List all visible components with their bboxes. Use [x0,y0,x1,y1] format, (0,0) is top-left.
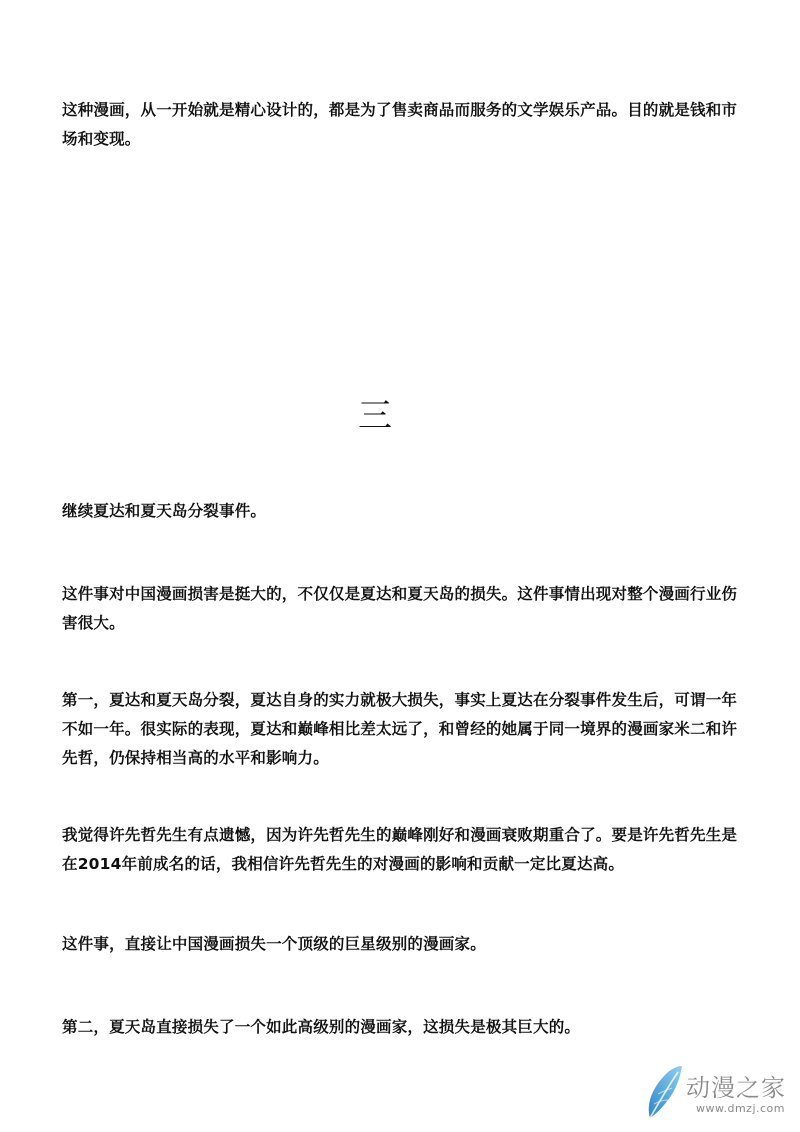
paragraph-second-point: 第二，夏天岛直接损失了一个如此高级别的漫画家，这损失是极其巨大的。 [62,1018,581,1036]
watermark-title: 动漫之家 [686,1074,786,1102]
paragraph-first-point: 第一，夏达和夏天岛分裂，夏达自身的实力就极大损失，事实上夏达在分裂事件发生后，可谓一年不如一年。很实际的表现，夏达和巅峰相比差太远了，和曾经的她属于同一境界的漫画家米二和许先哲，仍保持相当高的水平和影响力。 [62,691,738,767]
site-watermark [640,1062,790,1124]
paragraph-continue: 继续夏达和夏天岛分裂事件。 [62,502,267,520]
section-heading: 三 [358,396,392,436]
paragraph-intro: 这种漫画，从一开始就是精心设计的，都是为了售卖商品而服务的文学娱乐产品。目的就是钱和市场和变现。 [62,101,738,148]
watermark-url: www.dmzj.com [696,1102,785,1115]
paragraph-loss: 这件事，直接让中国漫画损失一个顶级的巨星级别的漫画家。 [62,935,486,953]
feather-logo-icon [642,1064,686,1122]
paragraph-regret: 我觉得许先哲先生有点遗憾，因为许先哲先生的巅峰刚好和漫画衰败期重合了。要是许先哲先生是在2014年前成名的话，我相信许先哲先生的对漫画的影响和贡献一定比夏达高。 [62,826,738,873]
paragraph-impact: 这件事对中国漫画损害是挺大的，不仅仅是夏达和夏天岛的损失。这件事情出现对整个漫画行业伤害很大。 [62,585,738,632]
